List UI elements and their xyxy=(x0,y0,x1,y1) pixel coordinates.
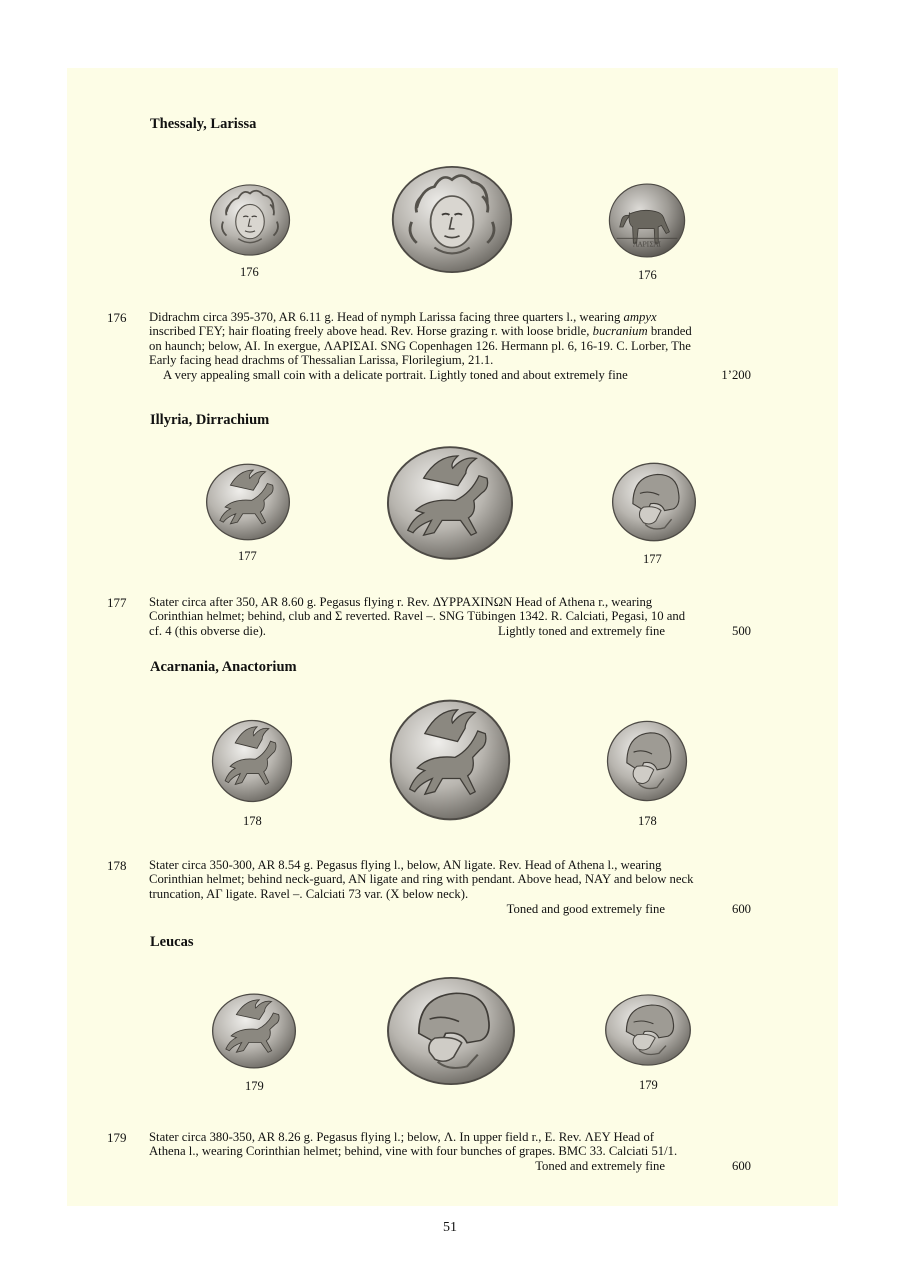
pegasus-icon xyxy=(387,694,513,826)
price: 600 xyxy=(731,902,751,916)
condition-note: Toned and good extremely fine xyxy=(506,902,665,916)
pegasus-icon xyxy=(384,441,516,565)
coin-179-obverse-enlarged xyxy=(384,972,518,1090)
lot-verdict-row xyxy=(149,624,751,639)
coin-caption-right: 178 xyxy=(638,814,657,828)
coin-caption-left: 179 xyxy=(245,1079,264,1093)
description-line: Corinthian helmet; behind neck-guard, AN ligate and ring with pendant. Above head, NAY and below neck xyxy=(149,872,694,887)
coin-176-obverse-enlarged xyxy=(389,161,515,278)
lot-description xyxy=(149,595,751,624)
nymph-head-icon xyxy=(208,181,292,259)
price: 500 xyxy=(731,624,751,638)
coin-176-obverse xyxy=(208,181,292,259)
lot-verdict-row xyxy=(149,1159,751,1174)
coin-177-reverse xyxy=(610,459,698,545)
pegasus-icon xyxy=(204,460,292,544)
coin-178-obverse xyxy=(210,716,294,806)
section-title-thessaly-larissa: Thessaly, Larissa xyxy=(150,116,257,132)
lot-description xyxy=(149,1130,751,1159)
condition-note: Toned and extremely fine xyxy=(535,1159,665,1173)
coin-177-obverse xyxy=(204,460,292,544)
athena-helmet-icon xyxy=(384,972,518,1090)
description-line: Athena l., wearing Corinthian helmet; behind, vine with four bunches of grapes. BMC 33. Calciati 51/1. xyxy=(149,1144,678,1159)
lot-number: 177 xyxy=(107,595,127,610)
description-line: truncation, AΓ ligate. Ravel –. Calciati 73 var. (X below neck). xyxy=(149,886,469,901)
lot-verdict-row xyxy=(149,902,751,917)
coin-caption-right: 179 xyxy=(639,1078,658,1092)
horse-grazing-icon xyxy=(607,180,687,261)
coin-179-obverse xyxy=(210,990,298,1072)
lot-description xyxy=(149,310,751,368)
coin-caption-left: 177 xyxy=(238,549,257,563)
description-line: Corinthian helmet; behind, club and Σ reverted. Ravel –. SNG Tübingen 1342. R. Calciati, Pegasi, 10 and xyxy=(149,609,686,624)
athena-helmet-icon xyxy=(605,717,689,805)
section-title-leucas: Leucas xyxy=(150,934,194,950)
coin-caption-right: 177 xyxy=(643,552,662,566)
description-line: Stater circa 350-300, AR 8.54 g. Pegasus flying l., below, AN ligate. Rev. Head of Athena l., wearing xyxy=(149,858,662,872)
athena-helmet-icon xyxy=(603,991,693,1069)
description-line: Didrachm circa 395-370, AR 6.11 g. Head of nymph Larissa facing three quarters l., wearing ampyx xyxy=(149,310,657,324)
coin-caption-right: 176 xyxy=(638,268,657,282)
lot-verdict-row xyxy=(149,368,751,383)
coin-177-obverse-enlarged xyxy=(384,441,516,565)
description-line: inscribed ΓΕΥ; hair floating freely above head. Rev. Horse grazing r. with loose bridle, bucranium branded xyxy=(149,324,692,339)
condition-note: A very appealing small coin with a delicate portrait. Lightly toned and about extremely fine xyxy=(163,368,628,382)
athena-helmet-icon xyxy=(610,459,698,545)
page-number: 51 xyxy=(443,1220,457,1235)
description-line: Stater circa 380-350, AR 8.26 g. Pegasus flying l.; below, Λ. In upper field r., E. Rev. ΛΕΥ Head of xyxy=(149,1130,654,1144)
coin-178-reverse xyxy=(605,717,689,805)
description-line: Stater circa after 350, AR 8.60 g. Pegasus flying r. Rev. ΔΥΡΡΑΧΙΝΩΝ Head of Athena r., wearing xyxy=(149,595,653,609)
lot-number: 178 xyxy=(107,858,127,873)
nymph-head-icon xyxy=(389,161,515,278)
lot-number: 176 xyxy=(107,310,127,325)
pegasus-icon xyxy=(210,990,298,1072)
description-line: Early facing head drachms of Thessalian Larissa, Florilegium, 21.1. xyxy=(149,353,494,368)
coin-176-reverse xyxy=(607,180,687,261)
condition-note: Lightly toned and extremely fine xyxy=(497,624,665,638)
lot-number: 179 xyxy=(107,1130,127,1145)
lot-description xyxy=(149,858,751,901)
description-line: cf. 4 (this obverse die). xyxy=(149,624,266,638)
description-line: on haunch; below, AI. In exergue, ΛΑΡΙΣΑΙ. SNG Copenhagen 126. Hermann pl. 6, 16-19. C. Lorber, The xyxy=(149,338,691,353)
coin-179-reverse xyxy=(603,991,693,1069)
section-title-acarnania-anactorium: Acarnania, Anactorium xyxy=(150,659,297,675)
section-title-illyria-dirrachium: Illyria, Dirrachium xyxy=(150,412,270,428)
pegasus-icon xyxy=(210,716,294,806)
coin-178-obverse-enlarged xyxy=(387,694,513,826)
price: 1’200 xyxy=(721,368,751,382)
price: 600 xyxy=(731,1159,751,1173)
coin-caption-left: 176 xyxy=(240,265,259,279)
coin-caption-left: 178 xyxy=(243,814,262,828)
